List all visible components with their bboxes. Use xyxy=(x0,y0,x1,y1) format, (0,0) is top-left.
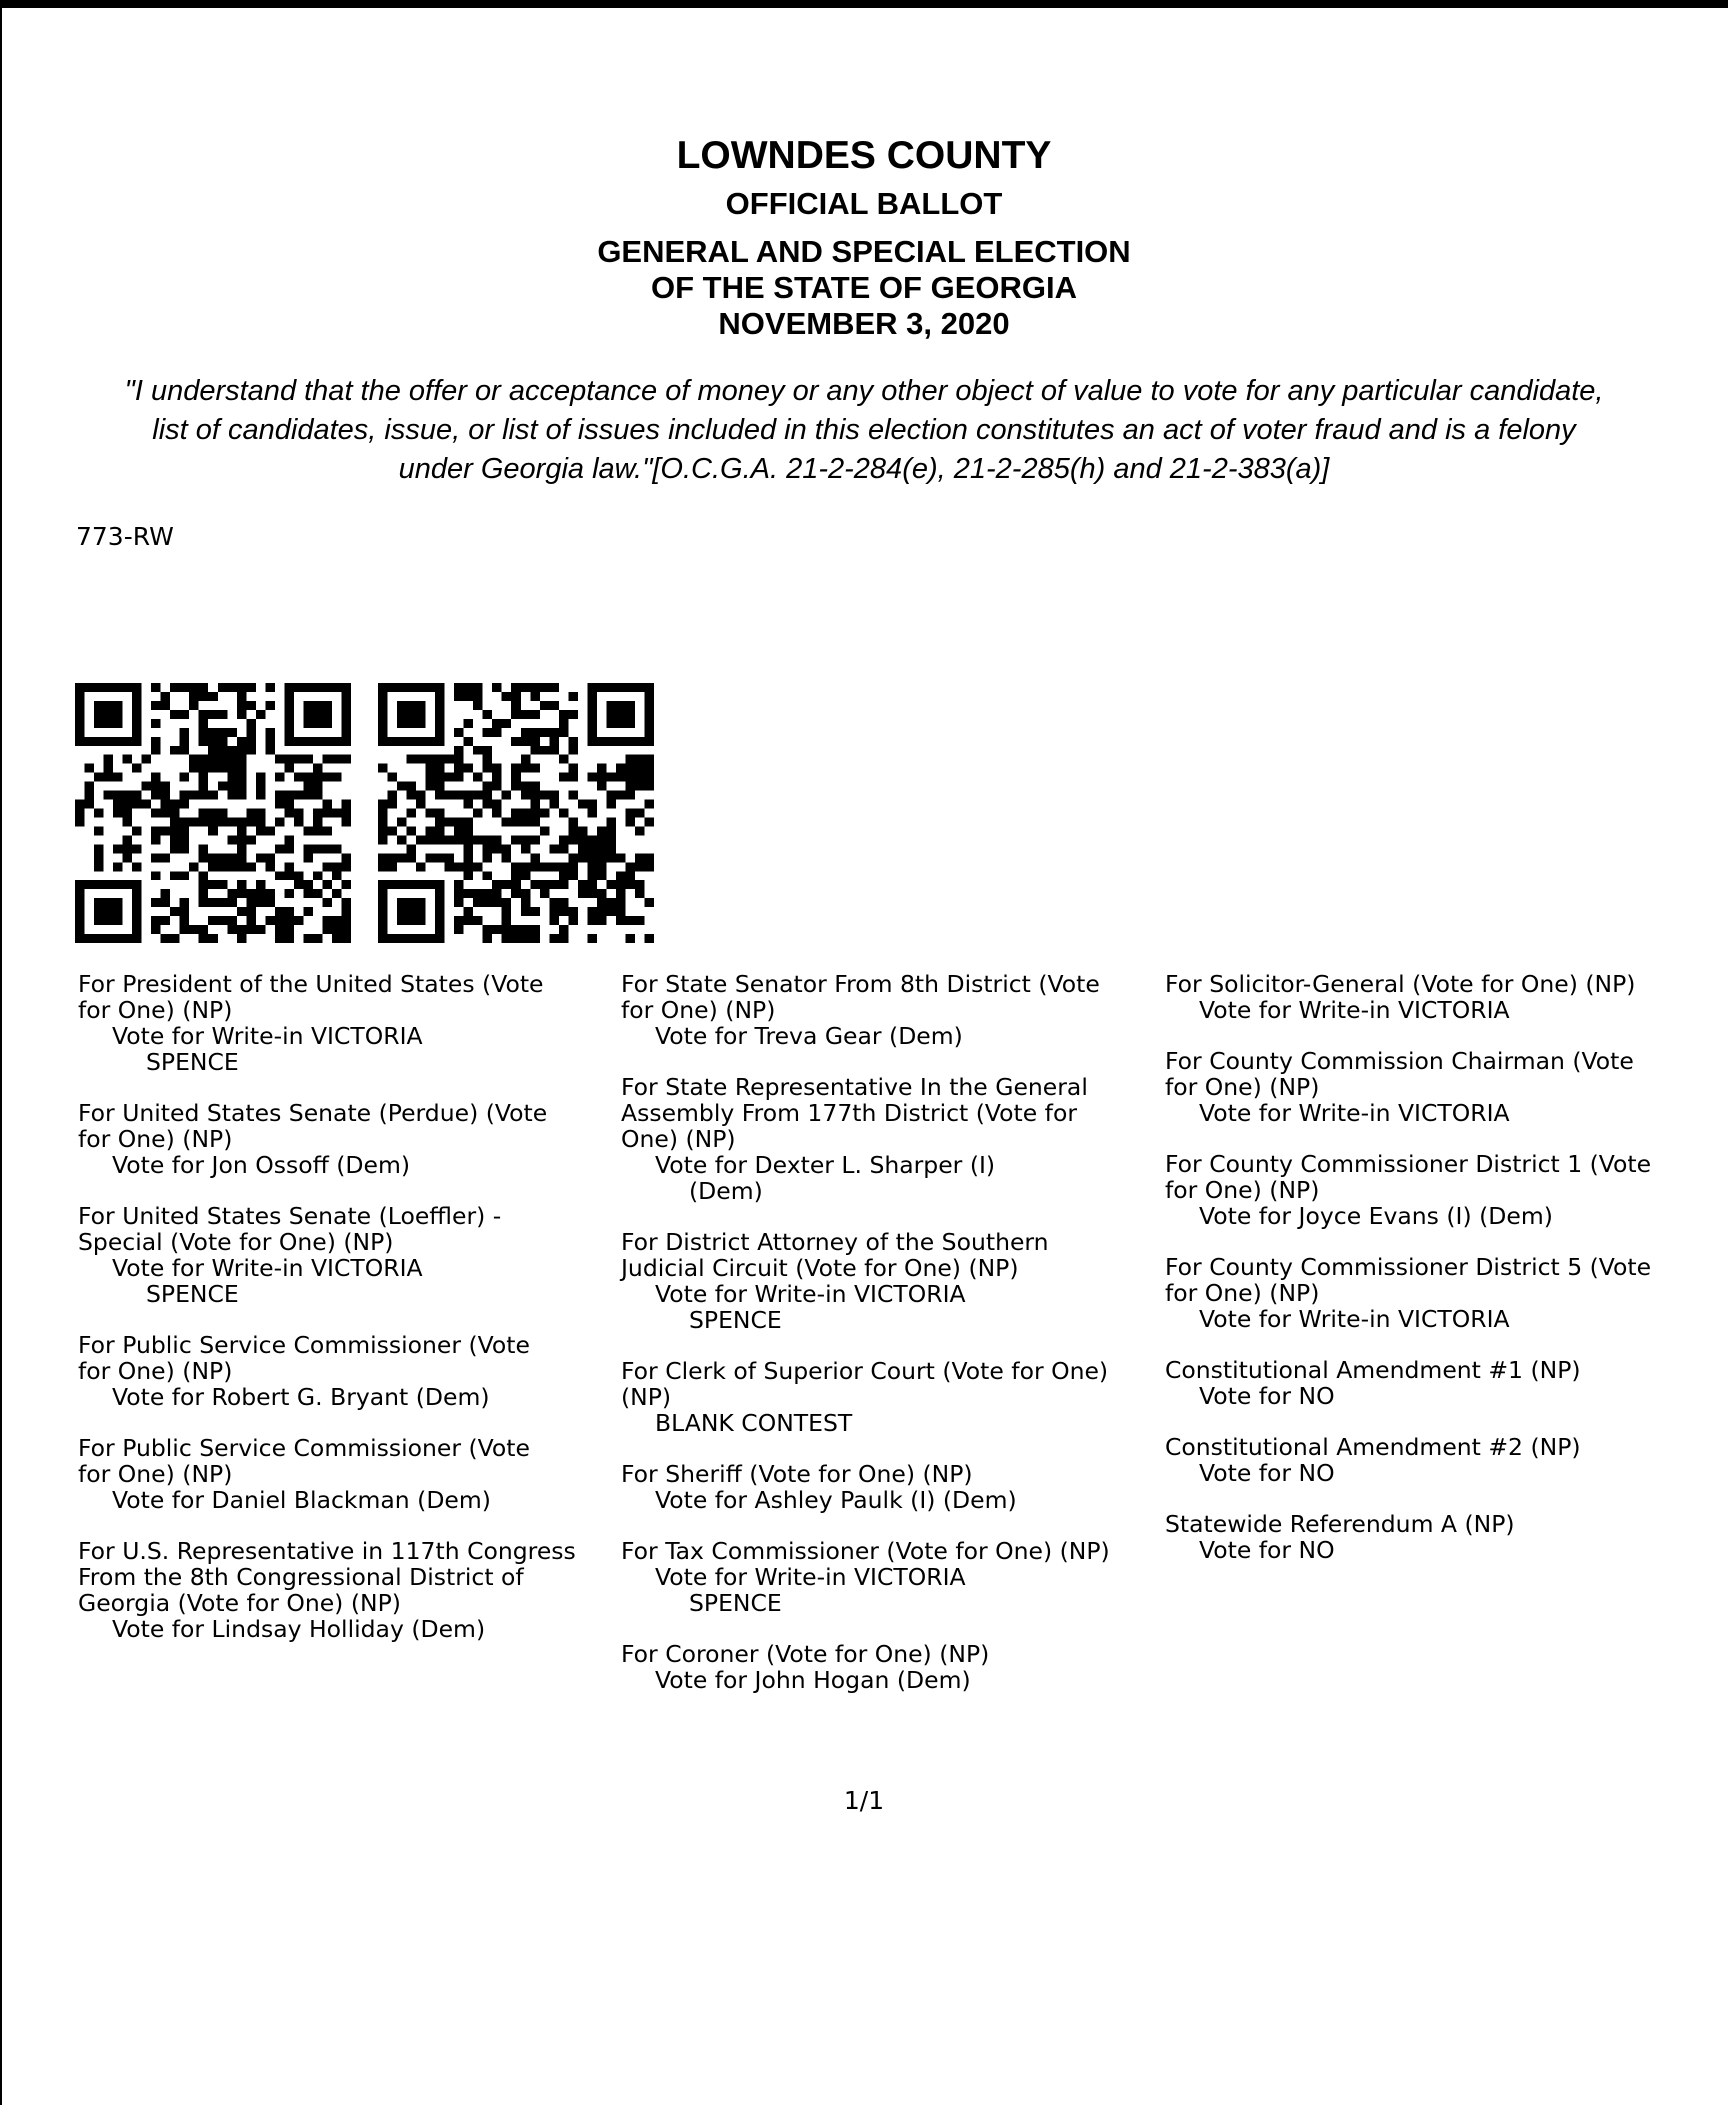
top-border xyxy=(0,0,1728,8)
ballot-contest xyxy=(621,1538,1161,1616)
contest-selection: Vote for Dexter L. Sharper (I) xyxy=(655,1151,996,1179)
contest-title: For United States Senate (Loeffler) - Special (Vote for One) (NP) xyxy=(78,1202,502,1256)
contest-selection: Vote for Write-in VICTORIA xyxy=(1199,996,1510,1024)
contest-title: For Coroner (Vote for One) (NP) xyxy=(621,1640,990,1668)
ballot-contest xyxy=(621,1229,1161,1333)
ballot-contest xyxy=(1165,1511,1725,1563)
contest-selection: BLANK CONTEST xyxy=(655,1409,853,1437)
contest-title: For State Senator From 8th District (Vote for One) (NP) xyxy=(621,970,1100,1024)
contest-title: For President of the United States (Vote for One) (NP) xyxy=(78,970,544,1024)
contest-selection-continued: SPENCE xyxy=(146,1280,239,1308)
contest-selection: Vote for NO xyxy=(1199,1536,1335,1564)
qr-code-icon xyxy=(378,683,654,943)
contest-title: For County Commissioner District 1 (Vote for One) (NP) xyxy=(1165,1150,1652,1204)
county-title: LOWNDES COUNTY xyxy=(676,134,1052,177)
oath-line-3: under Georgia law."[O.C.G.A. 21-2-284(e), 21-2-285(h) and 21-2-383(a)] xyxy=(398,453,1330,485)
ballot-contest xyxy=(1165,1048,1725,1126)
ballot-contest xyxy=(78,971,618,1075)
contest-title: For District Attorney of the Southern Judicial Circuit (Vote for One) (NP) xyxy=(621,1228,1049,1282)
contest-selection: Vote for Jon Ossoff (Dem) xyxy=(112,1151,411,1179)
qr-code-icon xyxy=(75,683,351,943)
contest-selection: Vote for Write-in VICTORIA xyxy=(112,1254,423,1282)
ballot-contest xyxy=(621,1074,1161,1204)
contest-title: For Clerk of Superior Court (Vote for One) (NP) xyxy=(621,1357,1109,1411)
ballot-contest xyxy=(621,1358,1161,1436)
ballot-contest xyxy=(78,1332,618,1410)
contest-selection: Vote for Write-in VICTORIA xyxy=(1199,1305,1510,1333)
contest-selection: Vote for John Hogan (Dem) xyxy=(655,1666,971,1694)
contest-selection: Vote for NO xyxy=(1199,1459,1335,1487)
contest-selection: Vote for Joyce Evans (I) (Dem) xyxy=(1199,1202,1553,1230)
ballot-header xyxy=(0,132,1728,342)
contest-selection: Vote for Robert G. Bryant (Dem) xyxy=(112,1383,490,1411)
ballot-contest xyxy=(78,1100,618,1178)
ballot-contest xyxy=(78,1203,618,1307)
ballot-contest xyxy=(1165,971,1725,1023)
contest-title: For Sheriff (Vote for One) (NP) xyxy=(621,1460,973,1488)
contest-selection: Vote for Daniel Blackman (Dem) xyxy=(112,1486,491,1514)
contest-selection-continued: SPENCE xyxy=(146,1048,239,1076)
ballot-contest xyxy=(78,1435,618,1513)
contest-column-1 xyxy=(78,971,618,1667)
contest-selection: Vote for Write-in VICTORIA xyxy=(112,1022,423,1050)
contest-title: For County Commission Chairman (Vote for One) (NP) xyxy=(1165,1047,1634,1101)
oath-line-1: "I understand that the offer or acceptance of money or any other object of value to vote for any particular candidate, xyxy=(124,375,1604,407)
oath-line-2: list of candidates, issue, or list of issues included in this election constitutes an act of voter fraud and is a felony xyxy=(152,414,1576,446)
contest-title: For Solicitor-General (Vote for One) (NP) xyxy=(1165,971,1636,998)
contest-title: For Tax Commissioner (Vote for One) (NP) xyxy=(621,1537,1110,1565)
election-line-1: GENERAL AND SPECIAL ELECTION xyxy=(597,234,1131,269)
contest-selection: Vote for Ashley Paulk (I) (Dem) xyxy=(655,1486,1017,1514)
contest-title: Statewide Referendum A (NP) xyxy=(1165,1510,1515,1538)
contest-title: For U.S. Representative in 117th Congress From the 8th Congressional District of Georgia (Vote for One) (NP) xyxy=(78,1537,576,1617)
contest-selection: Vote for Write-in VICTORIA xyxy=(1199,1099,1510,1127)
election-line-2: OF THE STATE OF GEORGIA xyxy=(651,270,1077,305)
ballot-contest xyxy=(78,1538,618,1642)
contest-selection-continued: SPENCE xyxy=(689,1306,782,1334)
ballot-contest xyxy=(1165,1434,1725,1486)
ballot-type: OFFICIAL BALLOT xyxy=(725,186,1003,221)
contest-selection: Vote for Treva Gear (Dem) xyxy=(655,1022,963,1050)
ballot-contest xyxy=(1165,1151,1725,1229)
contest-title: For State Representative In the General Assembly From 177th District (Vote for One) (NP) xyxy=(621,1073,1088,1153)
voter-fraud-oath xyxy=(0,372,1728,489)
ballot-contest xyxy=(1165,1357,1725,1409)
ballot-code: 773-RW xyxy=(76,522,174,551)
contest-selection: Vote for NO xyxy=(1199,1382,1335,1410)
ballot-contest xyxy=(621,1641,1161,1693)
contest-title: For Public Service Commissioner (Vote for One) (NP) xyxy=(78,1331,530,1385)
contest-selection: Vote for Write-in VICTORIA xyxy=(655,1563,966,1591)
contest-column-3 xyxy=(1165,971,1725,1588)
contest-selection: Vote for Lindsay Holliday (Dem) xyxy=(112,1615,486,1643)
page-number: 1/1 xyxy=(843,1786,885,1815)
contest-title: Constitutional Amendment #1 (NP) xyxy=(1165,1356,1581,1384)
contest-title: Constitutional Amendment #2 (NP) xyxy=(1165,1433,1581,1461)
contest-selection-continued: (Dem) xyxy=(689,1177,763,1205)
contest-title: For Public Service Commissioner (Vote for One) (NP) xyxy=(78,1434,530,1488)
ballot-contest xyxy=(1165,1254,1725,1332)
ballot-contest xyxy=(621,1461,1161,1513)
contest-selection: Vote for Write-in VICTORIA xyxy=(655,1280,966,1308)
ballot-contest xyxy=(621,971,1161,1049)
election-date: NOVEMBER 3, 2020 xyxy=(718,306,1010,341)
contest-selection-continued: SPENCE xyxy=(689,1589,782,1617)
contest-column-2 xyxy=(621,971,1161,1718)
contest-title: For County Commissioner District 5 (Vote for One) (NP) xyxy=(1165,1253,1652,1307)
contest-title: For United States Senate (Perdue) (Vote for One) (NP) xyxy=(78,1099,548,1153)
